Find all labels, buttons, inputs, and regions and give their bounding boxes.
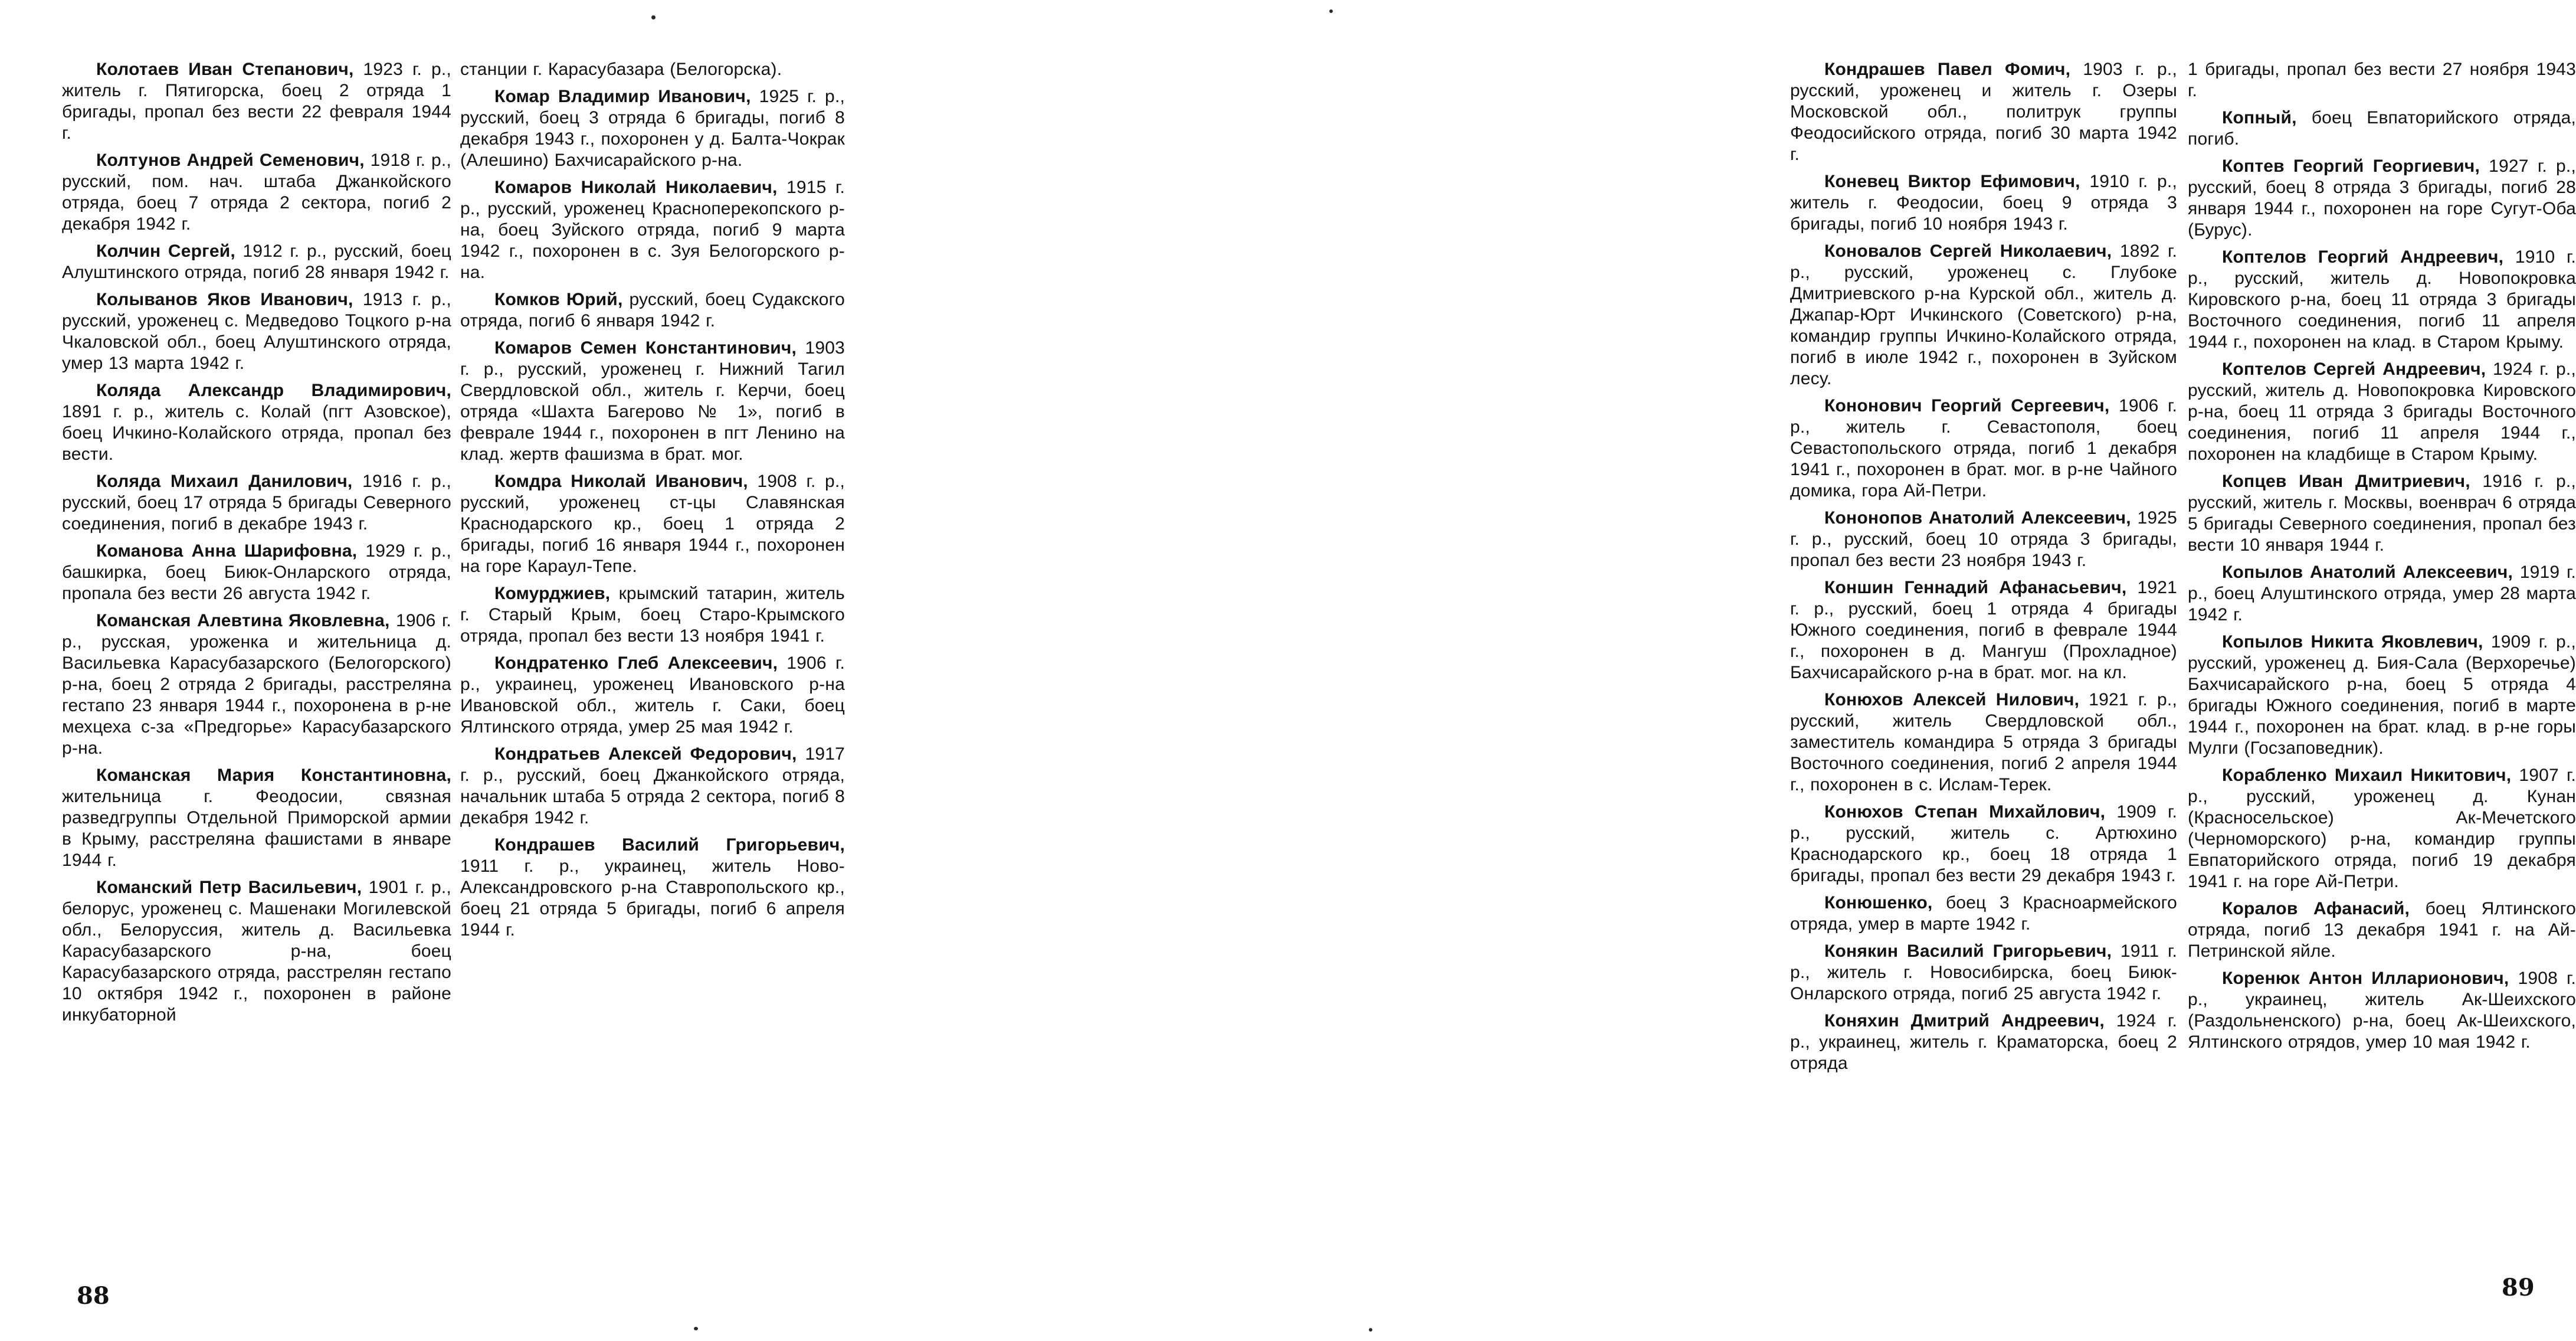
person-name: Коляда Михаил Данилович, (96, 472, 363, 491)
person-name: Коншин Геннадий Афанасьевич, (1824, 578, 2138, 597)
person-name: Коптелов Георгий Андреевич, (2222, 247, 2515, 267)
entry: Коралов Афанасий, боец Ялтинского отряда, погиб 13 декабря 1941 г. на Ай-Петринской яйле. (2188, 899, 2576, 961)
entry: Корабленко Михаил Никитович, 1907 г. р., русский, уроженец д. Кунан (Красносельское) Ак-Мечетского (Черноморского) р-на, командир группы Евпаторийского отряда, погиб 19 декабря 1941 г. на горе Ай-Петри. (2188, 766, 2576, 891)
person-name: Конюхов Степан Михайлович, (1824, 802, 2117, 822)
text-column-2 (460, 59, 845, 947)
entry: Коневец Виктор Ефимович, 1910 г. р., житель г. Феодосии, боец 9 отряда 3 бригады, погиб 10 ноября 1943 г. (1790, 172, 2177, 234)
person-name: Колотаев Иван Степанович, (96, 60, 363, 79)
person-name: Коляда Александр Владимирович, (96, 381, 451, 400)
entry: Конякин Василий Григорьевич, 1911 г. р., житель г. Новосибирска, боец Биюк-Онларского отряда, погиб 25 августа 1942 г. (1790, 941, 2177, 1003)
entry-continuation: станции г. Карасубазара (Белогорска). (460, 60, 782, 79)
person-name: Копылов Никита Яковлевич, (2222, 632, 2491, 652)
person-name: Кондрашев Павел Фомич, (1824, 60, 2083, 79)
entry: Коняхин Дмитрий Андреевич, 1924 г. р., украинец, житель г. Краматорска, боец 2 отряда (1790, 1011, 2178, 1073)
person-name: Коренюк Антон Илларионович, (2222, 969, 2518, 988)
person-name: Коптелов Сергей Андреевич, (2222, 359, 2493, 379)
person-name: Копный, (2222, 108, 2312, 127)
entry: Конюхов Алексей Нилович, 1921 г. р., русский, житель Свердловской обл., заместитель командира 5 отряда 3 бригады Восточного соединения, погиб 2 апреля 1944 г., похоронен в с. Ислам-Терек. (1790, 690, 2178, 794)
person-name: Коралов Афанасий, (2222, 899, 2426, 918)
entry: Коренюк Антон Илларионович, 1908 г. р., украинец, житель Ак-Шеихского (Раздольненского) р-на, боец Ак-Шеихского, Ялтинского отрядов, умер 10 мая 1942 г. (2188, 969, 2576, 1052)
person-name: Кондратенко Глеб Алексеевич, (494, 653, 787, 673)
person-name: Коняхин Дмитрий Андреевич, (1824, 1011, 2116, 1031)
entry: Комаров Николай Николаевич, 1915 г. р., русский, уроженец Красноперекопского р-на, боец Зуйского отряда, погиб 9 марта 1942 г., похоронен в с. Зуя Белогорского р-на. (460, 178, 845, 282)
entry: Кондрашев Павел Фомич, 1903 г. р., русский, уроженец и житель г. Озеры Московской обл., политрук группы Феодосийского отряда, погиб 30 марта 1942 г. (1790, 60, 2177, 164)
scan-speck-icon (651, 15, 656, 19)
entry: Команский Петр Васильевич, 1901 г. р., белорус, уроженец с. Машенаки Могилевской обл., Белоруссия, житель д. Васильевка Карасубазарского р-на, боец Карасубазарского отряда, расстрелян гестапо 10 октября 1942 г., похоронен в районе инкубаторной (62, 878, 452, 1025)
entry: Комков Юрий, русский, боец Судакского отряда, погиб 6 января 1942 г. (460, 290, 845, 331)
book-page-left (0, 0, 869, 1341)
entry: Кондрашев Василий Григорьевич, 1911 г. р., украинец, житель Ново-Александровского р-на Ставропольского кр., боец 21 отряда 5 бригады, погиб 6 апреля 1944 г. (460, 835, 845, 940)
person-name: Кононович Георгий Сергеевич, (1824, 396, 2119, 416)
scan-speck-icon (694, 1327, 698, 1330)
book-page-right (869, 0, 2576, 1341)
entry: Копылов Никита Яковлевич, 1909 г. р., русский, уроженец д. Бия-Сала (Верхоречье) Бахчисарайского р-на, боец 5 отряда 4 бригады Южного соединения, погиб в марте 1944 г., похоронен на брат. клад. в р-не горы Мулги (Госзаповедник). (2188, 632, 2576, 758)
entry: Коляда Михаил Данилович, 1916 г. р., русский, боец 17 отряда 5 бригады Северного соединения, погиб в декабре 1943 г. (62, 472, 452, 534)
entry: Комар Владимир Иванович, 1925 г. р., русский, боец 3 отряда 6 бригады, погиб 8 декабря 1943 г., похоронен у д. Балта-Чокрак (Алешино) Бахчисарайского р-на. (460, 87, 845, 170)
entry: Конюхов Степан Михайлович, 1909 г. р., русский, житель с. Артюхино Краснодарского кр., боец 18 отряда 1 бригады, пропал без вести 29 декабря 1943 г. (1790, 802, 2177, 885)
entry: Коншин Геннадий Афанасьевич, 1921 г. р., русский, боец 1 отряда 4 бригады Южного соединения, погиб в феврале 1944 г., похоронен в д. Мангуш (Прохладное) Бахчисарайского р-на в брат. мог. на кл. (1790, 578, 2177, 682)
entry: Команская Алевтина Яковлевна, 1906 г. р., русская, уроженка и жительница д. Васильевка Карасубазарского (Белогорского) р-на, боец 2 отряда 2 бригады, расстреляна гестапо 23 января 1944 г., похоронена в р-не мехцеха с-за «Предгорье» Карасубазарского р-на. (62, 611, 451, 758)
entry: Команская Мария Константиновна, жительница г. Феодосии, связная разведгруппы Отдельной Приморской армии в Крыму, расстреляна фашистами в январе 1944 г. (62, 766, 451, 870)
entry: Коновалов Сергей Николаевич, 1892 г. р., русский, уроженец с. Глубоке Дмитриевского р-на Курской обл., житель д. Джапар-Юрт Ичкинского (Советского) р-на, командир группы Ичкино-Колайского отряда, погиб в июле 1942 г., похоронен в Зуйском лесу. (1790, 241, 2177, 388)
person-name: Команская Алевтина Яковлевна, (96, 611, 396, 630)
entry: Кондратьев Алексей Федорович, 1917 г. р., русский, боец Джанкойского отряда, начальник штаба 5 отряда 2 сектора, погиб 8 декабря 1942 г. (460, 744, 845, 828)
entry: Копылов Анатолий Алексеевич, 1919 г. р., боец Алуштинского отряда, умер 28 марта 1942 г. (2188, 562, 2576, 624)
person-name: Кононопов Анатолий Алексеевич, (1824, 508, 2138, 528)
entry: Комурджиев, крымский татарин, житель г. Старый Крым, боец Старо-Крымского отряда, пропал без вести 13 ноября 1941 г. (460, 584, 845, 646)
person-name: Коневец Виктор Ефимович, (1824, 172, 2090, 191)
entry: Кононопов Анатолий Алексеевич, 1925 г. р., русский, боец 10 отряда 3 бригады, пропал без вести 23 ноября 1943 г. (1790, 508, 2177, 570)
entry: Коптелов Сергей Андреевич, 1924 г. р., русский, житель д. Новопокровка Кировского р-на, боец 11 отряда 3 бригады Восточного соединения, погиб 11 апреля 1944 г., похоронен на кладбище в Старом Крыму. (2188, 359, 2576, 464)
person-name: Конюшенко, (1824, 893, 1946, 912)
person-name: Колтунов Андрей Семенович, (96, 151, 371, 170)
person-name: Колыванов Яков Иванович, (96, 290, 363, 309)
person-name: Корабленко Михаил Никитович, (2222, 766, 2519, 785)
person-name: Коновалов Сергей Николаевич, (1824, 241, 2120, 261)
entry: Копный, боец Евпаторийского отряда, погиб. (2188, 108, 2576, 149)
person-name: Комков Юрий, (494, 290, 630, 309)
text-column-4 (2188, 59, 2576, 1059)
text-column-3 (1790, 59, 2177, 1080)
entry: Кононович Георгий Сергеевич, 1906 г. р., житель г. Севастополя, боец Севастопольского отряда, погиб 1 декабря 1941 г., похоронен в брат. мог. в р-не Чайного домика, гора Ай-Петри. (1790, 396, 2177, 501)
person-name: Команская Мария Константиновна, (96, 766, 451, 785)
entry: Комдра Николай Иванович, 1908 г. р., русский, уроженец ст-цы Славянская Краснодарского кр., боец 1 отряда 2 бригады, погиб 16 января 1944 г., похоронен на горе Караул-Тепе. (460, 472, 845, 576)
person-name: Конюхов Алексей Нилович, (1824, 690, 2089, 709)
person-name: Конякин Василий Григорьевич, (1824, 941, 2121, 961)
entry: Комаров Семен Константинович, 1903 г. р., русский, уроженец г. Нижний Тагил Свердловской обл., житель г. Керчи, боец отряда «Шахта Багерово № 1», погиб в феврале 1944 г., похоронен в пгт Ленино на клад. жертв фашизма в брат. мог. (460, 338, 845, 464)
entry: Колыванов Яков Иванович, 1913 г. р., русский, уроженец с. Медведово Тоцкого р-на Чкаловской обл., боец Алуштинского отряда, умер 13 марта 1942 г. (62, 290, 451, 373)
entry: Команова Анна Шарифовна, 1929 г. р., башкирка, боец Биюк-Онларского отряда, пропала без вести 26 августа 1942 г. (62, 541, 452, 603)
person-name: Комурджиев, (494, 584, 619, 603)
person-name: Колчин Сергей, (96, 241, 243, 261)
entry-continuation: 1 бригады, пропал без вести 27 ноября 1943 г. (2188, 60, 2576, 100)
person-name: Кондрашев Василий Григорьевич, (494, 835, 845, 855)
text-column-1 (62, 59, 451, 1032)
person-name: Копылов Анатолий Алексеевич, (2222, 562, 2520, 582)
entry: Колтунов Андрей Семенович, 1918 г. р., русский, пом. нач. штаба Джанкойского отряда, боец 7 отряда 2 сектора, погиб 2 декабря 1942 г. (62, 151, 451, 234)
scan-speck-icon (1369, 1328, 1372, 1332)
person-name: Комдра Николай Иванович, (494, 472, 758, 491)
page-number-left: 88 (77, 1282, 110, 1310)
person-name: Кондратьев Алексей Федорович, (494, 744, 805, 764)
entry: Копцев Иван Дмитриевич, 1916 г. р., русский, житель г. Москвы, военврач 6 отряда 5 бригады Северного соединения, пропал без вести 10 января 1944 г. (2188, 472, 2576, 555)
person-name: Комар Владимир Иванович, (494, 87, 759, 106)
person-name: Копцев Иван Дмитриевич, (2222, 472, 2483, 491)
person-name: Комаров Николай Николаевич, (494, 178, 786, 197)
entry: Конюшенко, боец 3 Красноармейского отряда, умер в марте 1942 г. (1790, 893, 2177, 934)
entry: Кондратенко Глеб Алексеевич, 1906 г. р., украинец, уроженец Ивановского р-на Ивановской обл., житель г. Саки, боец Ялтинского отряда, умер 25 мая 1942 г. (460, 653, 845, 737)
entry: Колчин Сергей, 1912 г. р., русский, боец Алуштинского отряда, погиб 28 января 1942 г. (62, 241, 451, 282)
page-number-right: 89 (2502, 1274, 2535, 1301)
person-name: Команский Петр Васильевич, (96, 878, 369, 897)
entry: Колотаев Иван Степанович, 1923 г. р., житель г. Пятигорска, боец 2 отряда 1 бригады, пропал без вести 22 февраля 1944 г. (62, 60, 452, 143)
person-name: Коптев Георгий Георгиевич, (2222, 156, 2489, 176)
scan-speck-icon (1329, 9, 1333, 13)
entry: Коптелов Георгий Андреевич, 1910 г. р., русский, житель д. Новопокровка Кировского р-на, боец 11 отряда 3 бригады Восточного соединения, погиб 11 апреля 1944 г., похоронен на клад. в Старом Крыму. (2188, 247, 2576, 352)
entry: Коптев Георгий Георгиевич, 1927 г. р., русский, боец 8 отряда 3 бригады, погиб 28 января 1944 г., похоронен на горе Сугут-Оба (Бурус). (2188, 156, 2576, 240)
person-name: Комаров Семен Константинович, (494, 338, 805, 358)
entry: Коляда Александр Владимирович, 1891 г. р., житель с. Колай (пгт Азовское), боец Ичкино-Колайского отряда, пропал без вести. (62, 381, 451, 464)
person-name: Команова Анна Шарифовна, (96, 541, 366, 561)
